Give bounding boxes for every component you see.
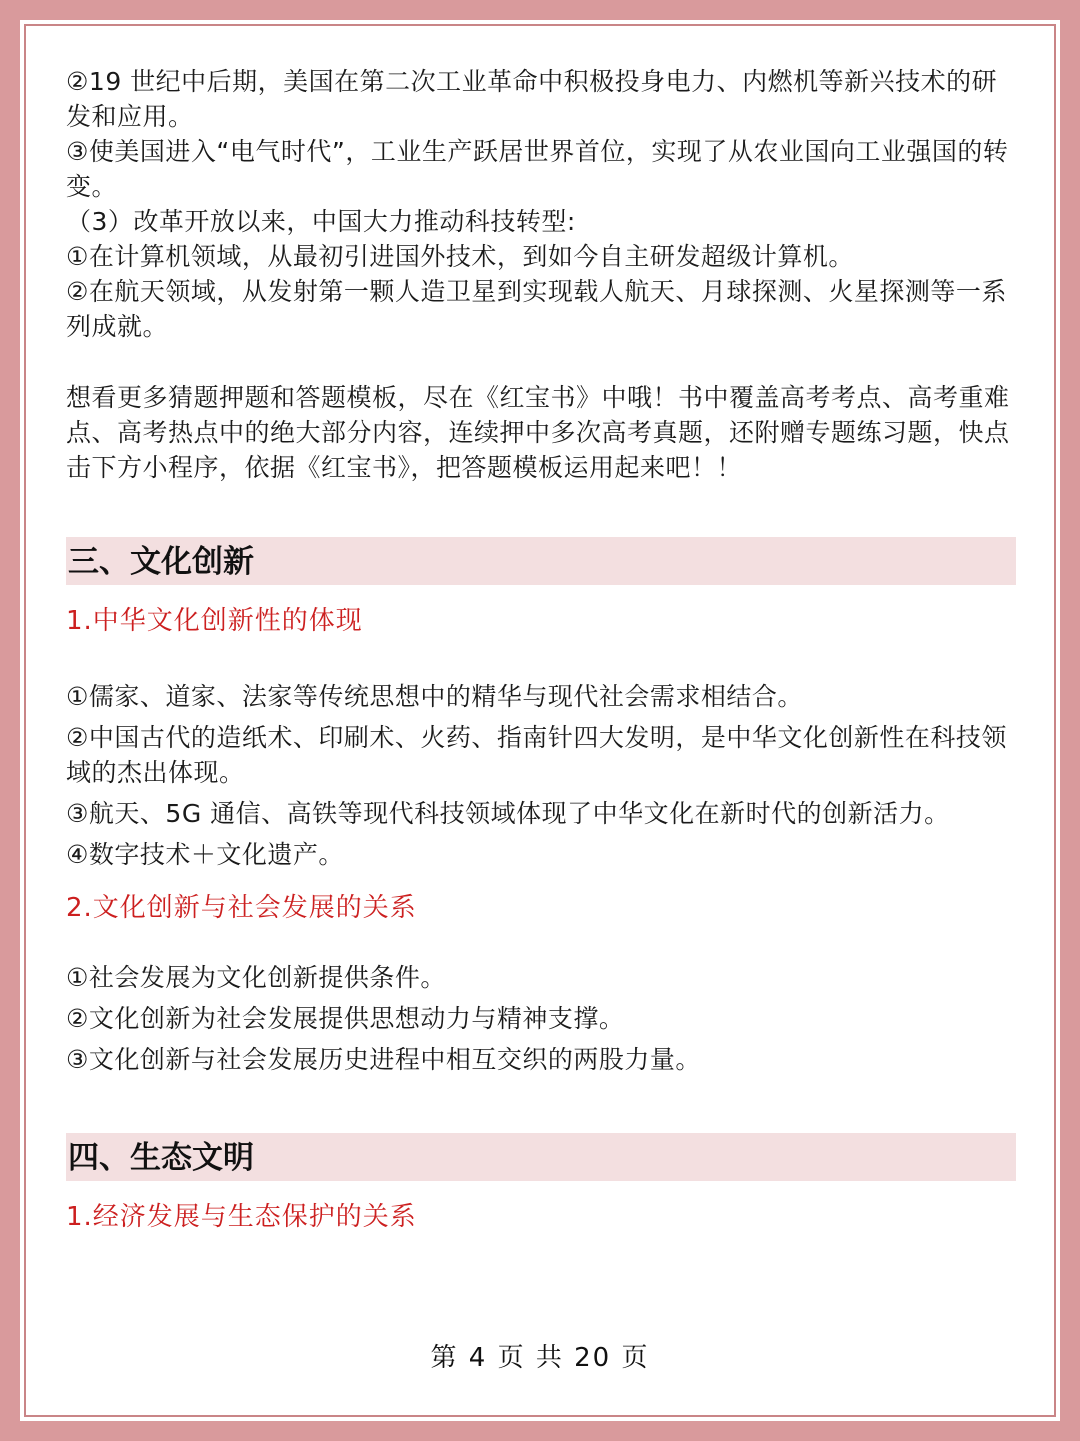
list-item: ③文化创新与社会发展历史进程中相互交织的两股力量。 <box>66 1045 701 1074</box>
page-content <box>66 64 1016 1235</box>
list-item: ①儒家、道家、法家等传统思想中的精华与现代社会需求相结合。 <box>66 682 803 711</box>
list-culture-society <box>66 960 1016 1077</box>
paragraph-line: ①在计算机领域，从最初引进国外技术，到如今自主研发超级计算机。 <box>66 242 854 271</box>
top-text-block <box>66 64 1016 344</box>
paragraph-line: ③使美国进入“电气时代”，工业生产跃居世界首位，实现了从农业国向工业强国的转变。 <box>66 137 1009 201</box>
subheading-economy-ecology: 1.经济发展与生态保护的关系 <box>66 1202 417 1232</box>
page-number-footer: 第 4 页 共 20 页 <box>430 1343 650 1373</box>
paragraph-line: ②19 世纪中后期，美国在第二次工业革命中积极投身电力、内燃机等新兴技术的研发和应用。 <box>66 67 998 131</box>
promo-paragraph: 想看更多猜题押题和答题模板，尽在《红宝书》中哦！书中覆盖高考考点、高考重难点、高考热点中的绝大部分内容，连续押中多次高考真题，还附赠专题练习题，快点击下方小程序，依据《红宝书》，把答题模板运用起来吧！！ <box>66 383 1010 482</box>
paragraph-line: （3）改革开放以来，中国大力推动科技转型: <box>66 207 576 236</box>
paragraph-line: ②在航天领域，从发射第一颗人造卫星到实现载人航天、月球探测、火星探测等一系列成就。 <box>66 277 1007 341</box>
list-item: ②文化创新为社会发展提供思想动力与精神支撑。 <box>66 1004 625 1033</box>
list-item: ②中国古代的造纸术、印刷术、火药、指南针四大发明，是中华文化创新性在科技领域的杰出体现。 <box>66 723 1007 787</box>
list-item: ④数字技术＋文化遗产。 <box>66 840 344 869</box>
subheading-culture-innovation: 1.中华文化创新性的体现 <box>66 606 363 636</box>
list-item: ③航天、5G 通信、高铁等现代科技领域体现了中华文化在新时代的创新活力。 <box>66 799 950 828</box>
list-item: ①社会发展为文化创新提供条件。 <box>66 963 446 992</box>
list-culture-innovation <box>66 679 1016 872</box>
subheading-culture-society: 2.文化创新与社会发展的关系 <box>66 893 417 923</box>
section-heading-culture: 三、文化创新 <box>66 537 1016 585</box>
section-heading-ecology: 四、生态文明 <box>66 1133 1016 1181</box>
